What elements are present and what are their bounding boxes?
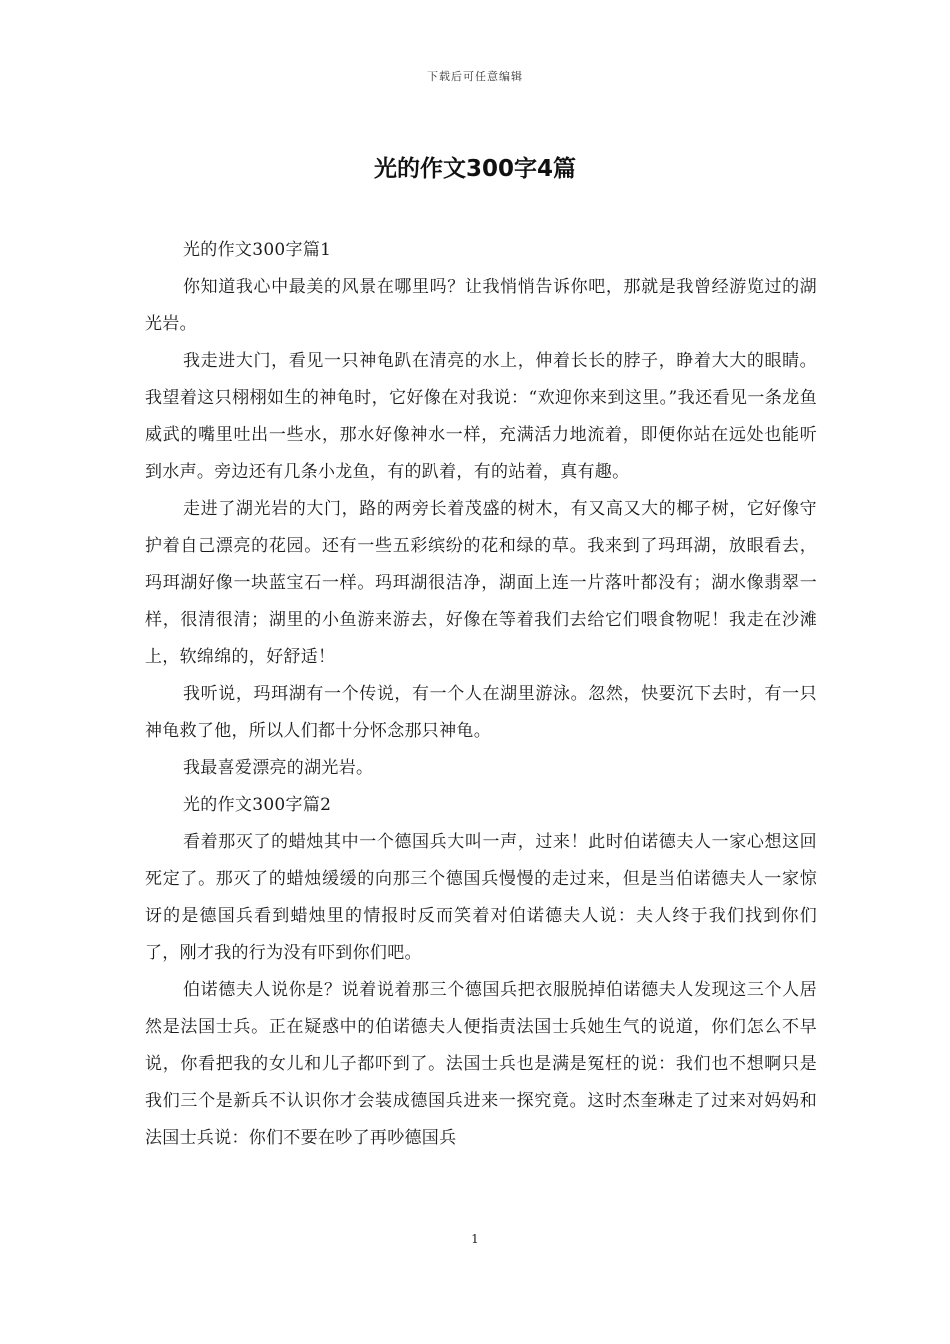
paragraph: 伯诺德夫人说你是？说着说着那三个德国兵把衣服脱掉伯诺德夫人发现这三个人居然是法国士兵。正在疑惑中的伯诺德夫人便指责法国士兵她生气的说道，你们怎么不早说，你看把我的女儿和儿子都吓到了。法国士兵也是满是冤枉的说：我们也不想啊只是我们三个是新兵不认识你才会装成德国兵进来一探究竟。这时杰奎琳走了过来对妈妈和法国士兵说：你们不要在吵了再吵德国兵: [145, 980, 817, 1148]
header-note: 下载后可任意编辑: [427, 70, 523, 83]
paragraph: 我听说，玛珥湖有一个传说，有一个人在湖里游泳。忽然，快要沉下去时，有一只神龟救了他，所以人们都十分怀念那只神龟。: [145, 684, 817, 741]
paragraph: 我最喜爱漂亮的湖光岩。: [183, 758, 374, 778]
section-heading-2: 光的作文300字篇2: [183, 795, 332, 815]
section-heading-1: 光的作文300字篇1: [183, 240, 332, 260]
page-number: 1: [471, 1232, 479, 1246]
paragraph: 走进了湖光岩的大门，路的两旁长着茂盛的树木，有又高又大的椰子树，它好像守护着自己漂亮的花园。还有一些五彩缤纷的花和绿的草。我来到了玛珥湖，放眼看去，玛珥湖好像一块蓝宝石一样。玛珥湖很洁净，湖面上连一片落叶都没有；湖水像翡翠一样，很清很清；湖里的小鱼游来游去，好像在等着我们去给它们喂食物呢！我走在沙滩上，软绵绵的，好舒适！: [145, 499, 817, 667]
paragraph: 我走进大门，看见一只神龟趴在清亮的水上，伸着长长的脖子，睁着大大的眼睛。我望着这只栩栩如生的神龟时，它好像在对我说：“欢迎你来到这里。”我还看见一条龙鱼威武的嘴里吐出一些水，那水好像神水一样，充满活力地流着，即便你站在远处也能听到水声。旁边还有几条小龙鱼，有的趴着，有的站着，真有趣。: [145, 351, 817, 482]
document-body: [145, 232, 817, 1157]
paragraph: 看着那灭了的蜡烛其中一个德国兵大叫一声，过来！此时伯诺德夫人一家心想这回死定了。那灭了的蜡烛缓缓的向那三个德国兵慢慢的走过来，但是当伯诺德夫人一家惊讶的是德国兵看到蜡烛里的情报时反而笑着对伯诺德夫人说：夫人终于我们找到你们了，刚才我的行为没有吓到你们吧。: [145, 832, 817, 963]
document-title: 光的作文300字4篇: [373, 156, 576, 182]
paragraph: 你知道我心中最美的风景在哪里吗？让我悄悄告诉你吧，那就是我曾经游览过的湖光岩。: [145, 277, 817, 334]
